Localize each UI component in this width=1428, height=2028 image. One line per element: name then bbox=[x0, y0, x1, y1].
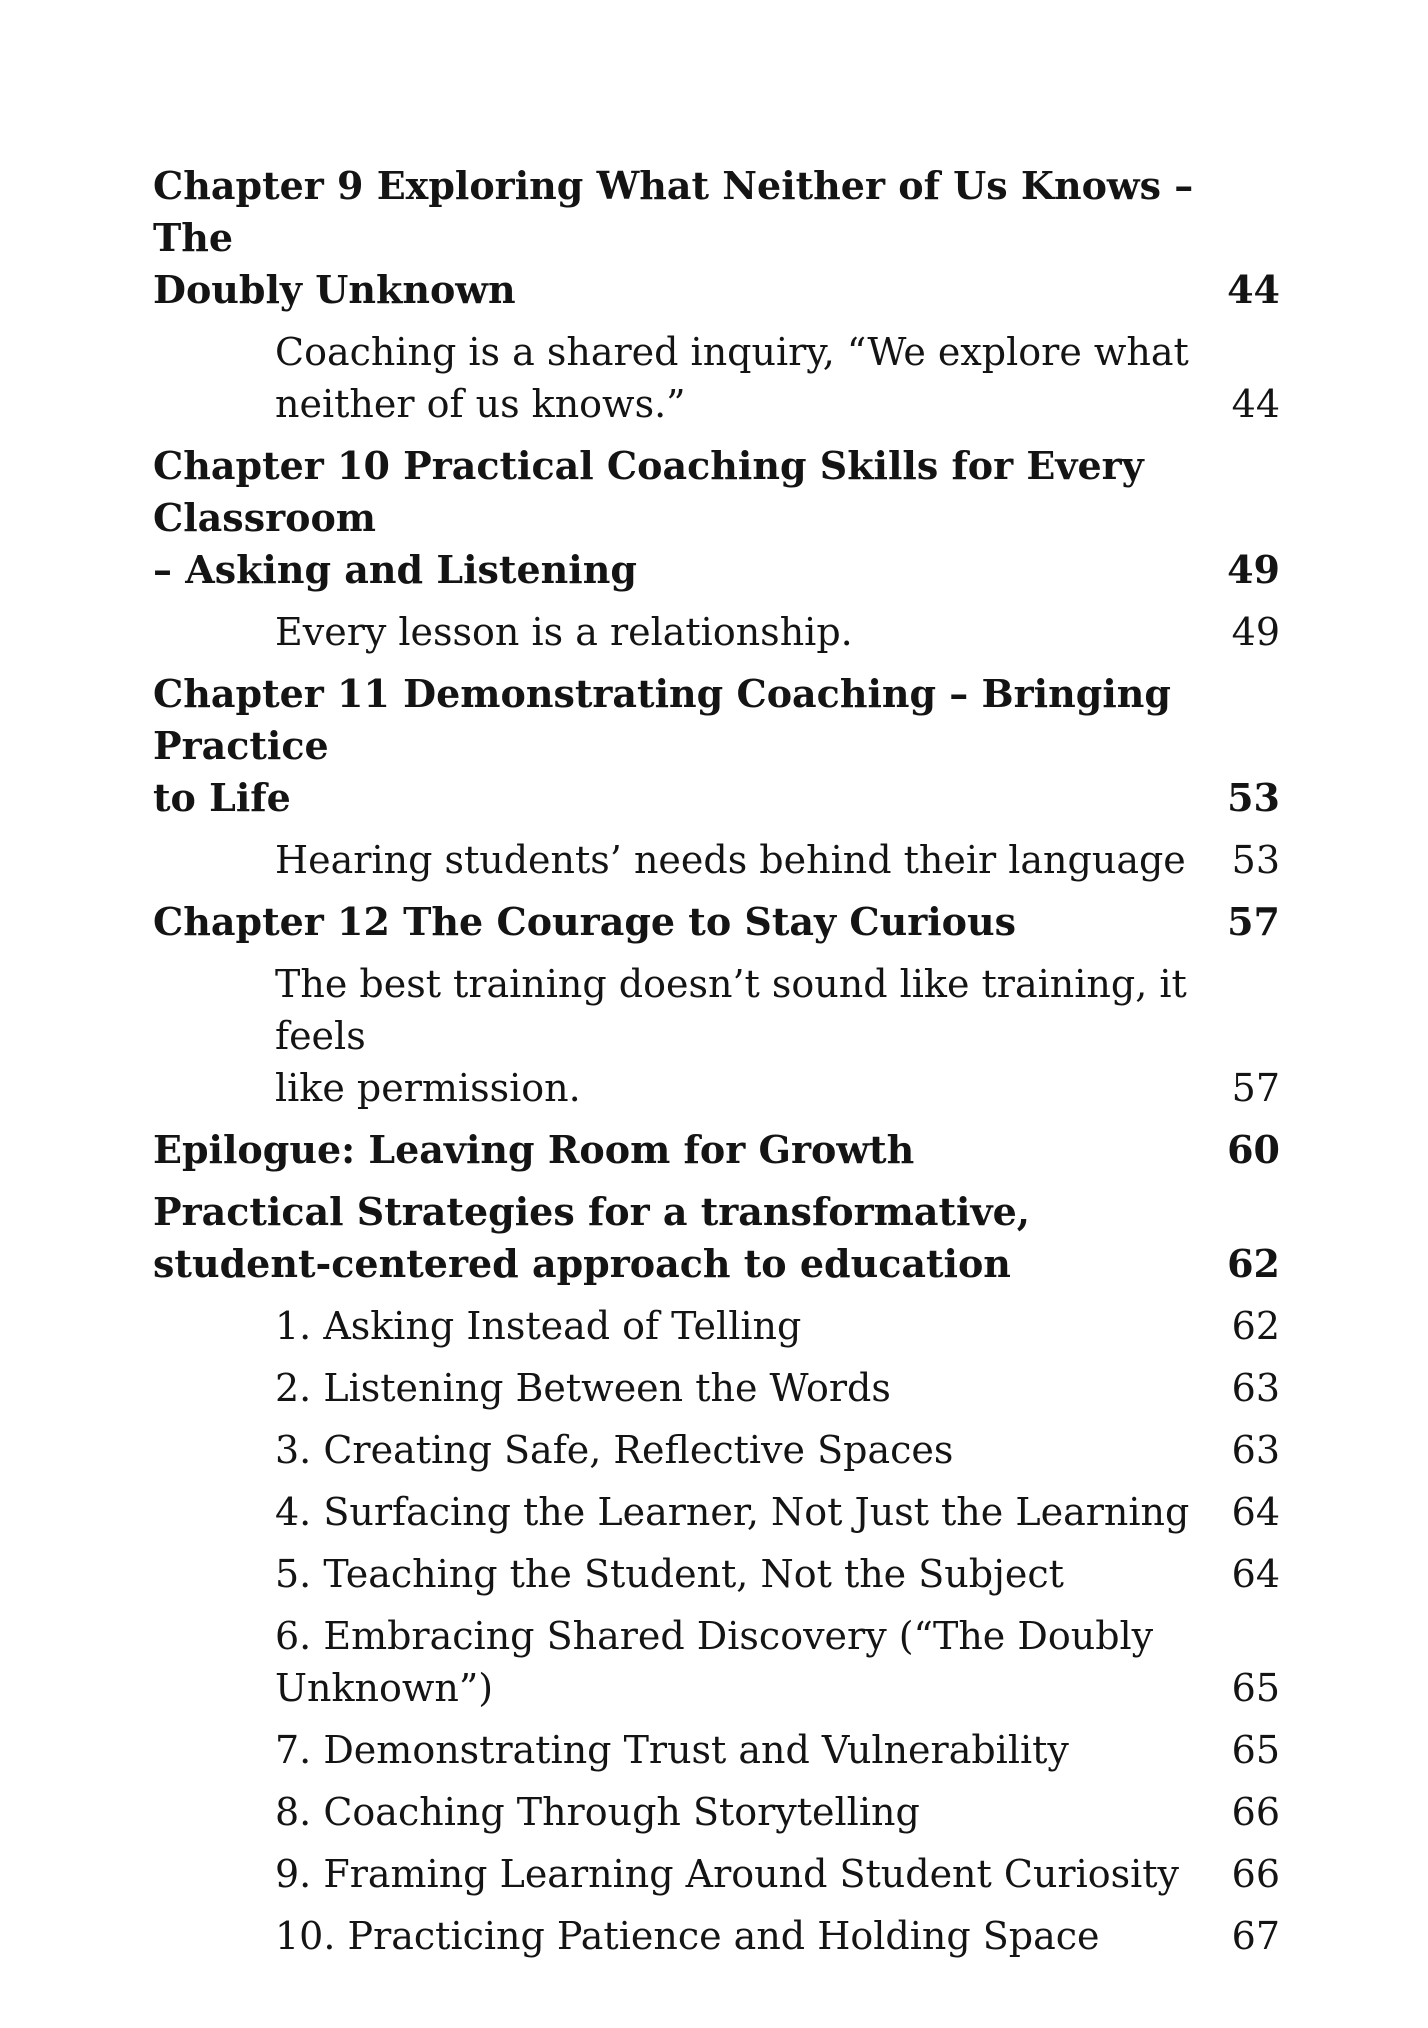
toc-subentry bbox=[153, 1424, 1280, 1476]
toc-subentry bbox=[153, 1300, 1280, 1352]
toc-page-number: 64 bbox=[1231, 1490, 1280, 1534]
toc-chapter-title bbox=[153, 1124, 1280, 1176]
toc-page-number: 62 bbox=[1227, 1241, 1280, 1286]
toc-chapter-entry bbox=[153, 896, 1280, 948]
toc-title-line: The best training doesn’t sound like training, it feels bbox=[275, 962, 1187, 1058]
toc-title-line: Hearing students’ needs behind their language bbox=[275, 838, 1186, 882]
toc-title-line: 5. Teaching the Student, Not the Subject bbox=[275, 1552, 1064, 1596]
toc-title-line: student-centered approach to education bbox=[153, 1241, 1011, 1286]
toc-page-number: 57 bbox=[1227, 899, 1280, 944]
toc-title-line: 6. Embracing Shared Discovery (“The Doubly bbox=[275, 1614, 1154, 1658]
toc-subentry-title bbox=[275, 1910, 1280, 1962]
table-of-contents bbox=[153, 160, 1280, 1962]
toc-chapter-title bbox=[153, 668, 1280, 824]
toc-subentry-title bbox=[275, 1362, 1280, 1414]
toc-subentry-title bbox=[275, 1610, 1280, 1714]
toc-page-number: 44 bbox=[1231, 382, 1280, 426]
toc-chapter-title bbox=[153, 1186, 1280, 1290]
toc-chapter-entry bbox=[153, 160, 1280, 316]
toc-page-number: 65 bbox=[1231, 1728, 1280, 1772]
toc-page-number: 60 bbox=[1227, 1127, 1280, 1172]
toc-title-line: Unknown”) bbox=[275, 1666, 494, 1710]
toc-chapter-title bbox=[153, 896, 1280, 948]
toc-subentry bbox=[153, 1786, 1280, 1838]
toc-title-line: Practical Strategies for a transformative, bbox=[153, 1189, 1030, 1234]
toc-subentry bbox=[153, 1362, 1280, 1414]
toc-title-line: 9. Framing Learning Around Student Curiosity bbox=[275, 1852, 1180, 1896]
toc-title-line: 3. Creating Safe, Reflective Spaces bbox=[275, 1428, 954, 1472]
toc-chapter-title bbox=[153, 440, 1280, 596]
toc-subentry bbox=[153, 834, 1280, 886]
toc-subentry bbox=[153, 958, 1280, 1114]
toc-page-number: 49 bbox=[1231, 610, 1280, 654]
toc-title-line: – Asking and Listening bbox=[153, 547, 637, 592]
toc-page-number: 64 bbox=[1231, 1552, 1280, 1596]
toc-subentry-title bbox=[275, 326, 1280, 430]
toc-page-number: 44 bbox=[1227, 267, 1280, 312]
toc-title-line: Chapter 12 The Courage to Stay Curious bbox=[153, 899, 1017, 944]
toc-page-number: 63 bbox=[1231, 1366, 1280, 1410]
toc-subentry-title bbox=[275, 1724, 1280, 1776]
toc-chapter-entry bbox=[153, 668, 1280, 824]
toc-page-number: 63 bbox=[1231, 1428, 1280, 1472]
toc-chapter-entry bbox=[153, 1124, 1280, 1176]
toc-subentry bbox=[153, 1848, 1280, 1900]
toc-subentry-title bbox=[275, 1424, 1280, 1476]
toc-subentry-title bbox=[275, 1486, 1280, 1538]
toc-page-number: 65 bbox=[1231, 1666, 1280, 1710]
toc-chapter-entry bbox=[153, 440, 1280, 596]
toc-page-number: 66 bbox=[1231, 1790, 1280, 1834]
toc-chapter-title bbox=[153, 160, 1280, 316]
toc-subentry bbox=[153, 1724, 1280, 1776]
toc-title-line: 7. Demonstrating Trust and Vulnerability bbox=[275, 1728, 1069, 1772]
toc-chapter-entry bbox=[153, 1186, 1280, 1290]
toc-subentry bbox=[153, 1548, 1280, 1600]
toc-subentry-title bbox=[275, 1548, 1280, 1600]
toc-subentry-title bbox=[275, 1786, 1280, 1838]
toc-page-number: 49 bbox=[1227, 547, 1280, 592]
toc-title-line: to Life bbox=[153, 775, 291, 820]
toc-page-number: 62 bbox=[1231, 1304, 1280, 1348]
toc-page-number: 53 bbox=[1227, 775, 1280, 820]
toc-subentry bbox=[153, 1910, 1280, 1962]
toc-page-number: 57 bbox=[1231, 1066, 1280, 1110]
toc-title-line: like permission. bbox=[275, 1066, 581, 1110]
toc-title-line: 2. Listening Between the Words bbox=[275, 1366, 891, 1410]
toc-subentry bbox=[153, 1486, 1280, 1538]
toc-subentry-title bbox=[275, 958, 1280, 1114]
toc-title-line: 10. Practicing Patience and Holding Space bbox=[275, 1914, 1100, 1958]
toc-title-line: Coaching is a shared inquiry, “We explore what bbox=[275, 330, 1189, 374]
toc-page-number: 53 bbox=[1231, 838, 1280, 882]
toc-title-line: Chapter 10 Practical Coaching Skills for Every Classroom bbox=[153, 443, 1144, 540]
toc-subentry-title bbox=[275, 606, 1280, 658]
toc-title-line: neither of us knows.” bbox=[275, 382, 686, 426]
toc-subentry bbox=[153, 1610, 1280, 1714]
toc-title-line: 1. Asking Instead of Telling bbox=[275, 1304, 802, 1348]
toc-title-line: Chapter 11 Demonstrating Coaching – Bringing Practice bbox=[153, 671, 1171, 768]
toc-subentry bbox=[153, 606, 1280, 658]
toc-title-line: Doubly Unknown bbox=[153, 267, 516, 312]
toc-title-line: Every lesson is a relationship. bbox=[275, 610, 853, 654]
toc-page-number: 66 bbox=[1231, 1852, 1280, 1896]
toc-subentry-title bbox=[275, 834, 1280, 886]
toc-title-line: Chapter 9 Exploring What Neither of Us Knows – The bbox=[153, 163, 1194, 260]
toc-page-number: 67 bbox=[1231, 1914, 1280, 1958]
toc-title-line: Epilogue: Leaving Room for Growth bbox=[153, 1127, 915, 1172]
toc-subentry bbox=[153, 326, 1280, 430]
toc-subentry-title bbox=[275, 1848, 1280, 1900]
toc-title-line: 4. Surfacing the Learner, Not Just the Learning bbox=[275, 1490, 1190, 1534]
toc-subentry-title bbox=[275, 1300, 1280, 1352]
toc-title-line: 8. Coaching Through Storytelling bbox=[275, 1790, 920, 1834]
